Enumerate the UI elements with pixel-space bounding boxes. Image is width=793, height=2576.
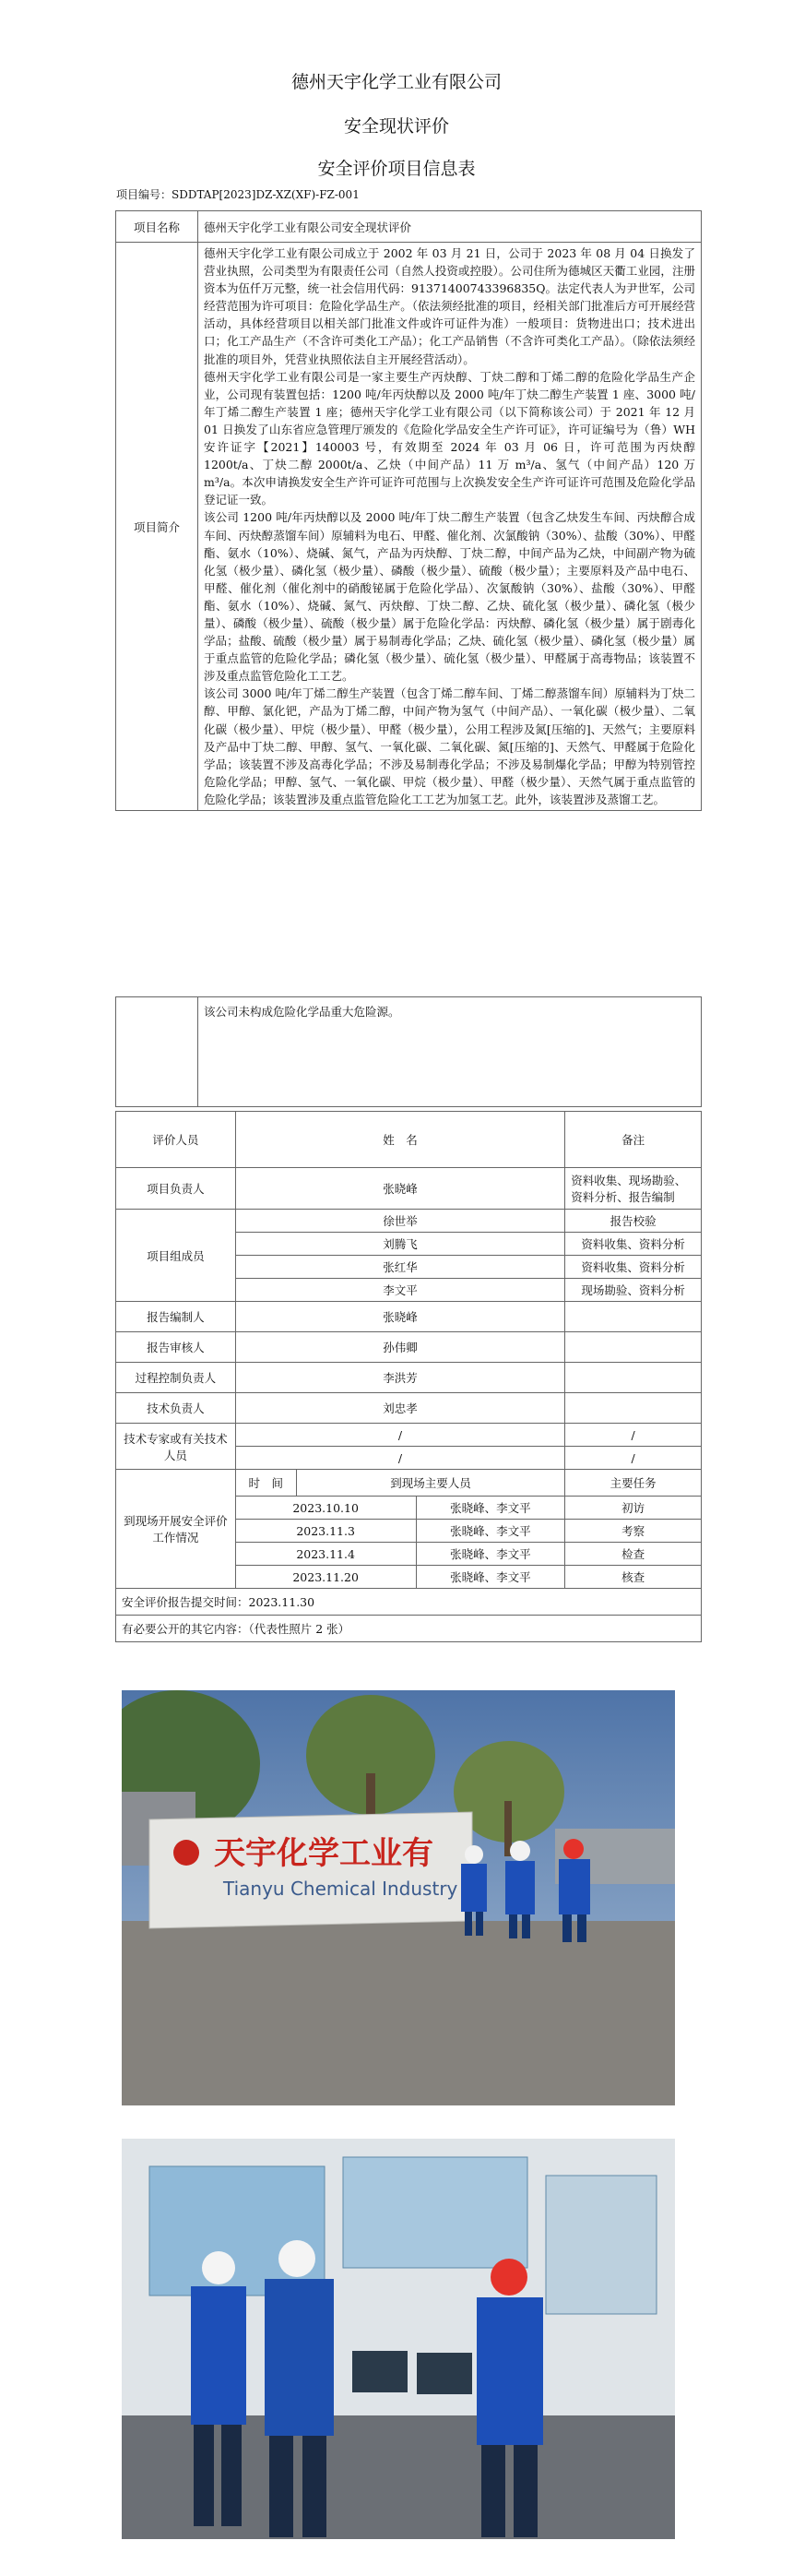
col-time-header: 时 间 (235, 1470, 296, 1497)
process-name: 李洪芳 (235, 1363, 564, 1393)
col-role-header: 评价人员 (116, 1112, 236, 1168)
leader-name: 张晓峰 (235, 1168, 564, 1210)
visit-date: 2023.10.10 (235, 1497, 416, 1520)
reviewer-label: 报告审核人 (116, 1332, 236, 1363)
writer-label: 报告编制人 (116, 1302, 236, 1332)
visit-people: 张晓峰、李文平 (416, 1543, 565, 1566)
hazard-label (116, 997, 198, 1107)
sign-chinese: 天宇化学工业有 (214, 1835, 433, 1872)
intro-paragraph: 该公司 1200 吨/年丙炔醇以及 2000 吨/年丁炔二醇生产装置（包含乙炔发生车间、丙炔醇合成车间、丙炔醇蒸馏车间）原辅料为电石、甲醛、催化剂、次氯酸钠（30%）、盐酸（30%）、甲醛酯、氨水（10%）、烧碱、氮气，产品为丙炔醇、丁炔二醇，中间产品为乙炔，中间副产物为硫化氢（极少量）、磷化氢（极少量）、磷酸（极少量）、硫酸（极少量）；主要原料及产品中电石、甲醛、催化剂（催化剂中的硝酸铋属于危险化学品）、次氯酸钠（30%）、盐酸（30%）、甲醛酯、氨水（10%）、烧碱、氮气、丙炔醇、丁炔二醇、乙炔、硫化氢（极少量）、磷化氢（极少量）、磷酸（极少量）、硫酸（极少量）属于危险化学品：丙炔醇、磷化氢（极少量）属于剧毒化学品；盐酸、硫酸（极少量）属于易制毒化学品；乙炔、硫化氢（极少量）、磷化氢（极少量）属于重点监管的危险化学品；磷化氢（极少量）、硫化氢（极少量）、甲醛属于高毒物品；该装置不涉及重点监管危险化工工艺。 (204, 510, 695, 684)
visit-people: 张晓峰、李文平 (416, 1566, 565, 1589)
visit-people: 张晓峰、李文平 (416, 1520, 565, 1543)
col-task-header: 主要任务 (565, 1470, 702, 1497)
col-note-header: 备注 (565, 1112, 702, 1168)
visit-task: 核查 (565, 1566, 702, 1589)
writer-note (565, 1302, 702, 1332)
tech-name: 刘忠孝 (235, 1393, 564, 1424)
member-name: 李文平 (235, 1279, 564, 1302)
expert-note: / (565, 1424, 702, 1447)
project-intro-text (198, 243, 702, 811)
visit-task: 初访 (565, 1497, 702, 1520)
process-note (565, 1363, 702, 1393)
photo-control-room-graphic (122, 2139, 675, 2539)
expert-name: / (235, 1424, 564, 1447)
visit-date: 2023.11.4 (235, 1543, 416, 1566)
member-note: 资料收集、资料分析 (565, 1256, 702, 1279)
project-intro-row (116, 243, 702, 811)
photo-control-room (122, 2139, 675, 2539)
member-name: 刘腾飞 (235, 1233, 564, 1256)
report-type: 安全现状评价 (343, 116, 449, 137)
process-label: 过程控制负责人 (116, 1363, 236, 1393)
project-name-label: 项目名称 (116, 211, 198, 243)
form-title: 安全评价项目信息表 (317, 159, 476, 179)
visit-task: 考察 (565, 1520, 702, 1543)
member-note: 报告校验 (565, 1210, 702, 1233)
members-label: 项目组成员 (116, 1210, 236, 1302)
tech-note (565, 1393, 702, 1424)
project-name-row (116, 211, 702, 243)
reviewer-note (565, 1332, 702, 1363)
intro-paragraph: 该公司 3000 吨/年丁烯二醇生产装置（包含丁烯二醇车间、丁烯二醇蒸馏车间）原辅料为丁炔二醇、甲醇、氯化钯，产品为丁烯二醇，中间产物为氢气（中间产品）、一氧化碳（极少量）、二氧化碳（极少量）、甲烷（极少量）、甲醛（极少量），公用工程涉及氮[压缩的]、天然气；主要原料及产品中丁炔二醇、甲醇、氢气、一氧化碳、二氧化碳、氮[压缩的]、天然气、甲醛属于危险化学品；该装置不涉及高毒化学品；不涉及易制毒化学品；不涉及易制爆化学品；甲醇为特别管控危险化学品；甲醇、氢气、一氧化碳、甲烷（极少量）、甲醛（极少量）、天然气属于重点监管的危险化学品；该装置涉及重点监管危险化工工艺为加氢工艺。此外，该装置涉及蒸馏工艺。 (204, 686, 695, 806)
expert-note: / (565, 1447, 702, 1470)
hazard-table (115, 996, 702, 1107)
hazard-row (116, 997, 702, 1107)
hazard-text: 该公司未构成危险化学品重大危险源。 (198, 997, 702, 1107)
visit-people: 张晓峰、李文平 (416, 1497, 565, 1520)
experts-label: 技术专家或有关技术人员 (116, 1424, 236, 1470)
project-name-value: 德州天宇化学工业有限公司安全现状评价 (198, 211, 702, 243)
writer-name: 张晓峰 (235, 1302, 564, 1332)
leader-note: 资料收集、现场勘验、资料分析、报告编制 (565, 1168, 702, 1210)
intro-paragraph: 德州天宇化学工业有限公司是一家主要生产丙炔醇、丁炔二醇和丁烯二醇的危险化学品生产企业，公司现有装置包括：1200 吨/年丙炔醇以及 2000 吨/年丁炔二醇生产装置 1 座、3000 吨/年丁烯二醇生产装置 1 座；德州天宇化学工业有限公司（以下简称该公司）于 2021 年 12 月 01 日换发了山东省应急管理厅颁发的《危险化学品安全生产许可证》，许可证编号为（鲁）WH 安许证字【2021】140003 号，有效期至 2024 年 03 月 06 日，许可范围为丙炔醇 1200t/a、丁炔二醇 2000t/a、乙炔（中间产品）11 万 m³/a、氢气（中间产品）120 万 m³/a。本次申请换发安全生产许可证许可范围与上次换发安全生产许可证许可范围及危险化学品登记证一致。 (204, 369, 695, 507)
member-note: 资料收集、资料分析 (565, 1233, 702, 1256)
col-people-header: 到现场主要人员 (296, 1470, 565, 1497)
photo-company-sign-graphic (122, 1690, 675, 2105)
intro-paragraph: 德州天宇化学工业有限公司成立于 2002 年 03 月 21 日，公司于 2023 年 08 月 04 日换发了营业执照，公司类型为有限责任公司（自然人投资或控股）。公司住所为德城区天衢工业园，注册资本为伍仟万元整，统一社会信用代码：91371400743396835Q。法定代表人为尹世军，公司经营范围为许可项目：危险化学品生产。（依法须经批准的项目，经相关部门批准后方可开展经营活动，具体经营项目以相关部门批准文件或许可证件为准）一般项目：货物进出口；技术进出口；化工产品生产（不含许可类化工产品）；化工产品销售（不含许可类化工产品）。（除依法须经批准的项目外，凭营业执照依法自主开展经营活动）。 (204, 246, 695, 366)
reviewer-name: 孙伟卿 (235, 1332, 564, 1363)
project-intro-label: 项目简介 (116, 243, 198, 811)
leader-label: 项目负责人 (116, 1168, 236, 1210)
public-info: 有必要公开的其它内容：（代表性照片 2 张） (116, 1616, 702, 1642)
company-title: 德州天宇化学工业有限公司 (290, 72, 502, 92)
tech-label: 技术负责人 (116, 1393, 236, 1424)
project-number: 项目编号：SDDTAP[2023]DZ-XZ(XF)-FZ-001 (116, 188, 360, 201)
expert-name: / (235, 1447, 564, 1470)
photo-company-sign (122, 1690, 675, 2105)
visit-date: 2023.11.3 (235, 1520, 416, 1543)
visit-task: 检查 (565, 1543, 702, 1566)
member-name: 徐世举 (235, 1210, 564, 1233)
submit-date: 安全评价报告提交时间：2023.11.30 (116, 1589, 702, 1616)
sign-english: Tianyu Chemical Industry (223, 1878, 458, 1900)
site-visit-label: 到现场开展安全评价工作情况 (116, 1470, 236, 1589)
col-name-header: 姓 名 (235, 1112, 564, 1168)
member-name: 张红华 (235, 1256, 564, 1279)
project-info-table (115, 210, 702, 811)
personnel-table (115, 1111, 702, 1642)
visit-date: 2023.11.20 (235, 1566, 416, 1589)
member-note: 现场勘验、资料分析 (565, 1279, 702, 1302)
